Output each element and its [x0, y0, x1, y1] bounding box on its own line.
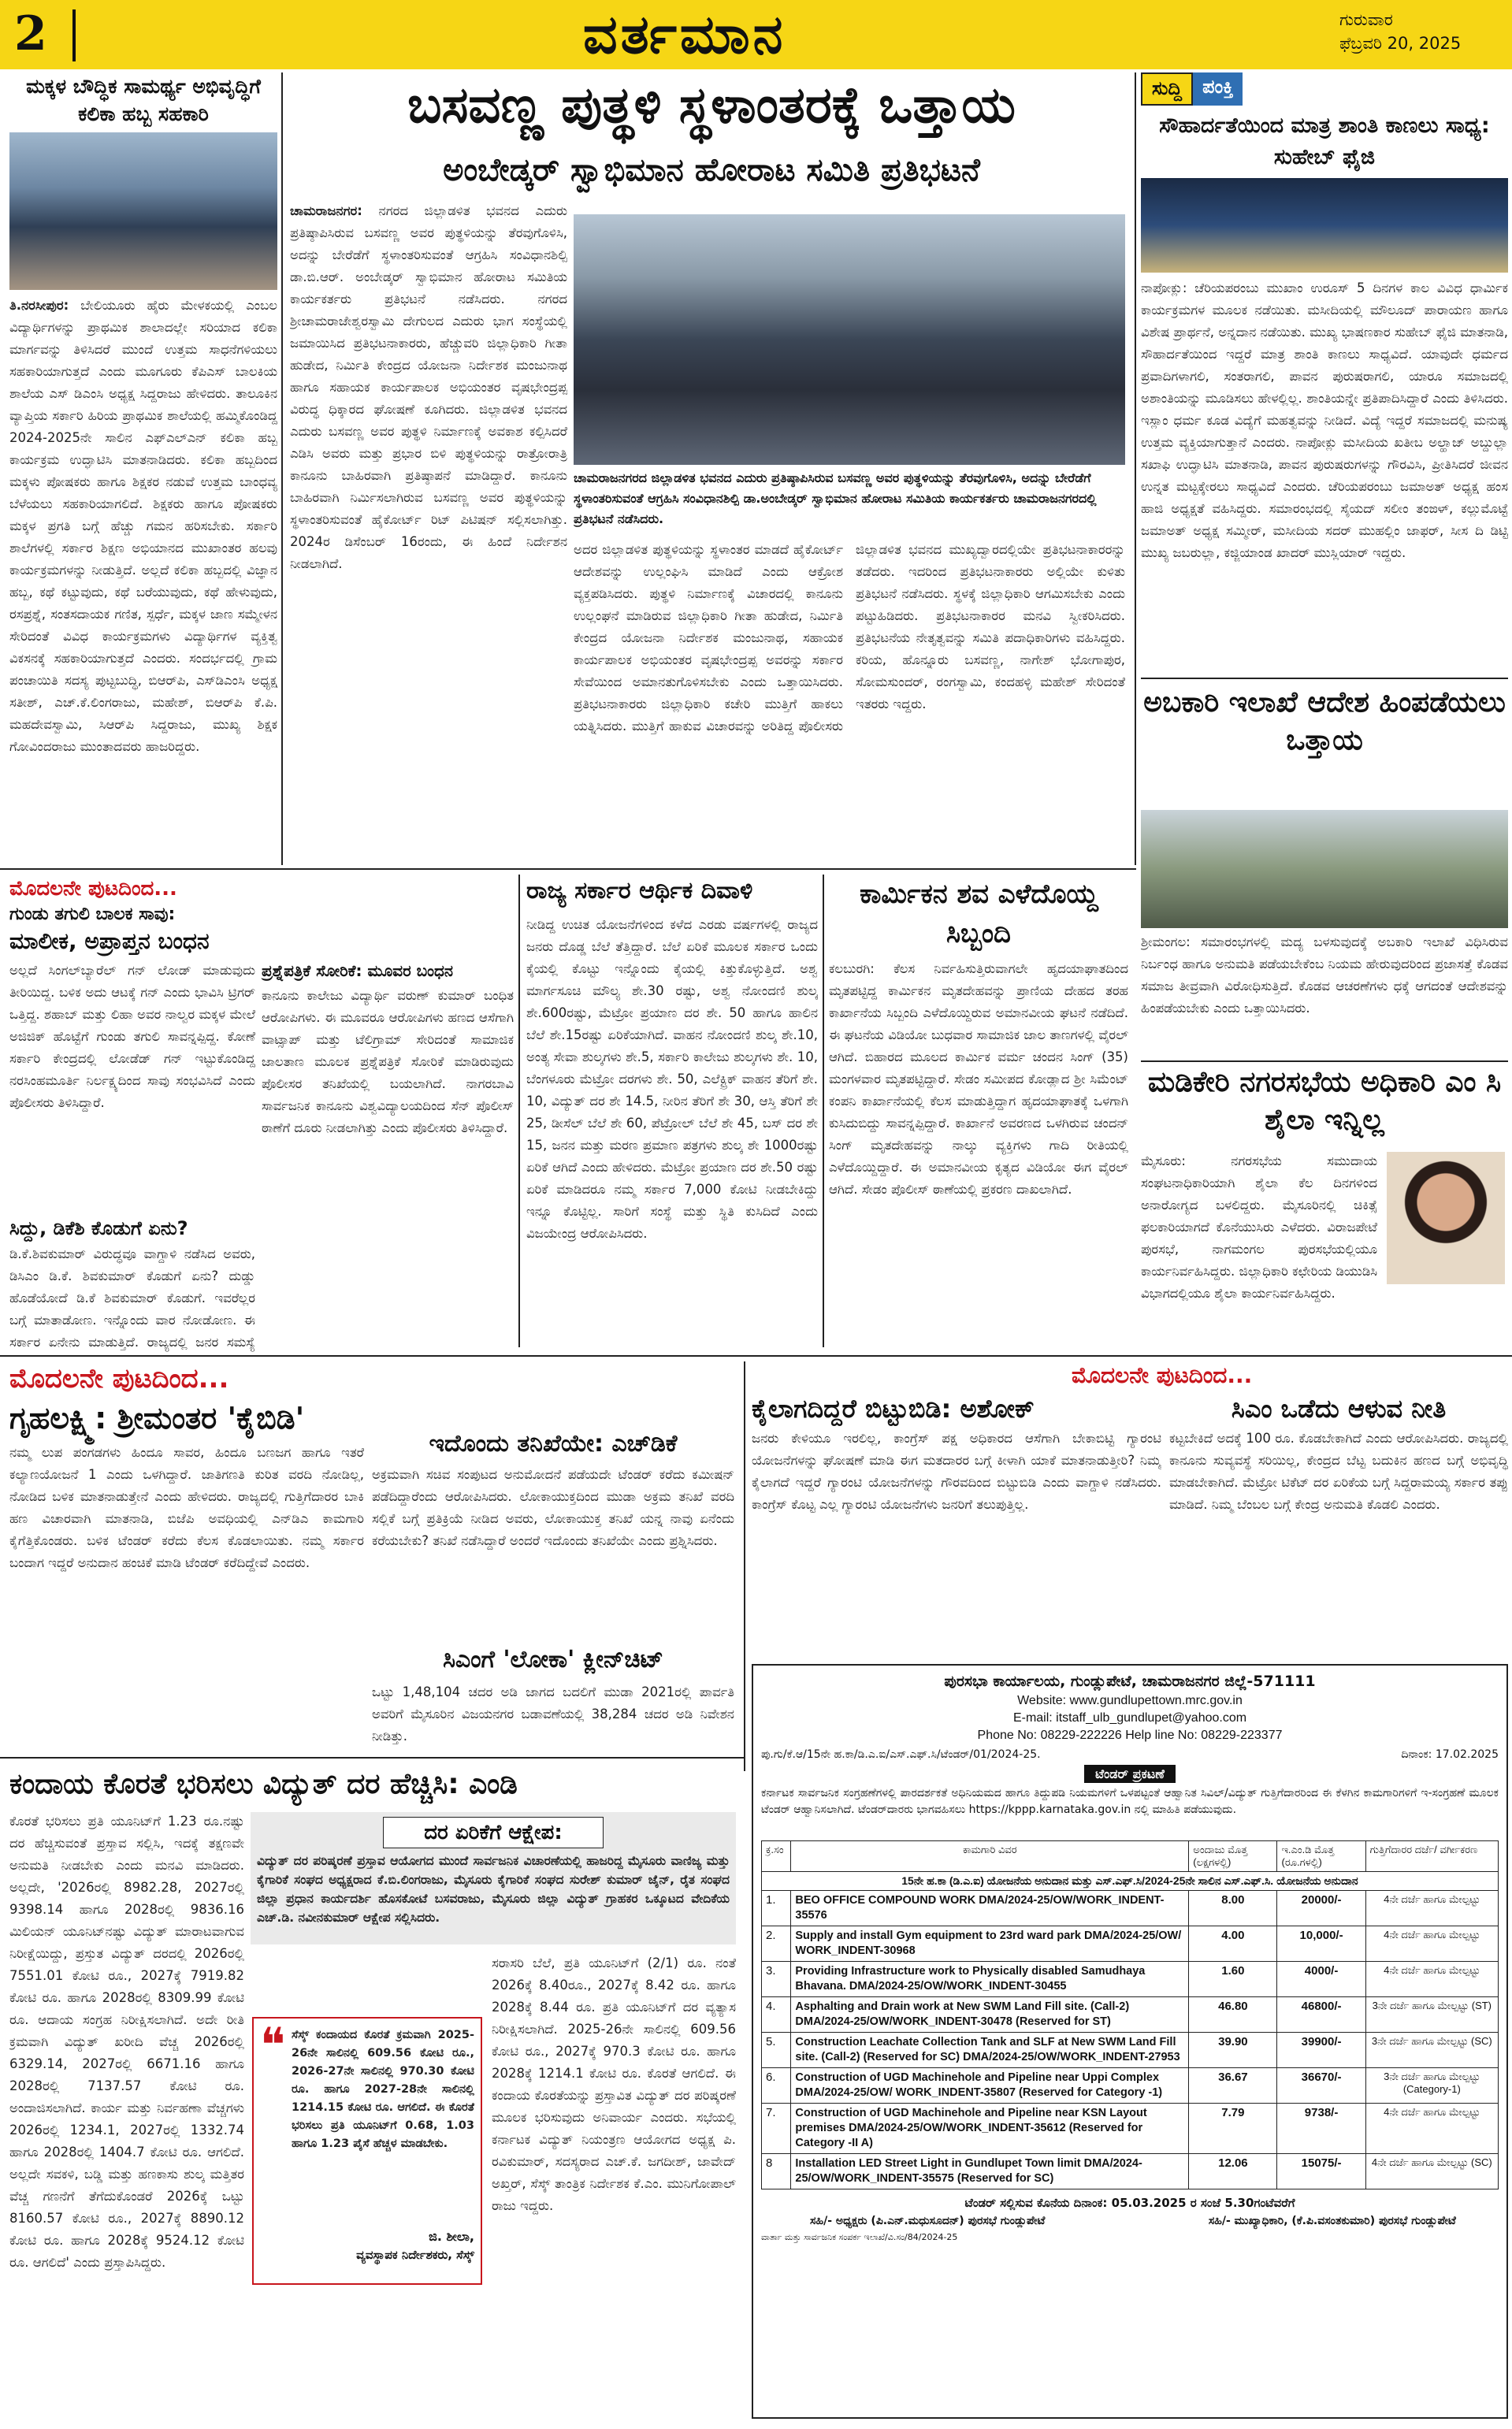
tender-cell-work: Providing Infrastructure work to Physically disabled Samudhaya Bhavana. DMA/2024-25/OW/WORK_INDENT-30455: [791, 1962, 1189, 1997]
tender-notice: [752, 1664, 1508, 2419]
tender-title-wrap: [761, 1766, 1499, 1782]
left-story-body: [9, 295, 277, 760]
left-story-headline: ಮಕ್ಕಳ ಬೌದ್ಧಿಕ ಸಾಮರ್ಥ್ಯ ಅಭಿವೃದ್ಧಿಗೆ ಕಲಿಕಾ ಹಬ್ಬ ಸಹಕಾರಿ: [26, 75, 261, 125]
continued-block-1: [9, 875, 514, 956]
continued-story2-headline: ಸಿದ್ದು, ಡಿಕೆಶಿ ಕೊಡುಗೆ ಏನು?: [9, 1217, 188, 1239]
tender-cell-work: Installation LED Street Light in Gundlupet Town limit DMA/2024-25/OW/WORK_INDENT-35575 (Reserved for SC): [791, 2154, 1189, 2189]
continued-story1-sub: ಮಾಲೀಕ, ಅಪ್ರಾಪ್ತನ ಬಂಧನ: [9, 928, 210, 954]
right-column-label: [1141, 72, 1508, 106]
objection-body: ವಿದ್ಯುತ್ ದರ ಪರಿಷ್ಕರಣೆ ಪ್ರಸ್ತಾವ ಆಯೋಗದ ಮುಂದೆ ಸಾರ್ವಜನಿಕ ವಿಚಾರಣೆಯಲ್ಲಿ ಹಾಜರಿದ್ದ ಮೈಸೂರು ವಾಣಿಜ್ಯ ಮತ್ತು ಕೈಗಾರಿಕೆ ಸಂಘದ ಅಧ್ಯಕ್ಷರಾದ ಕೆ.ಬಿ.ಲಿಂಗರಾಜು, ಮೈಸೂರು ಕೈಗಾರಿಕೆ ಸಂಘದ ಸುರೇಶ್ ಕುಮಾರ್ ಜೈನ್, ರೈತ ಸಂಘದ ಜಿಲ್ಲಾ ಪ್ರಧಾನ ಕಾರ್ಯದರ್ಶಿ ಹೊಸಕೋಟೆ ಬಸವರಾಜು, ಮೈಸೂರು ಜಿಲ್ಲಾ ವಿದ್ಯುತ್ ಗ್ರಾಹಕರ ಒಕ್ಕೂಟದ ವೇದಿಕೆಯ ಎಚ್.ಡಿ. ನವೀನಕುಮಾರ್ ಆಕ್ಷೇಪ ಸಲ್ಲಿಸಿದರು.: [257, 1854, 730, 1925]
worker-headline: ಕಾರ್ಮಿಕನ ಶವ ಎಳೆದೊಯ್ದ ಸಿಬ್ಬಂದಿ: [860, 878, 1098, 949]
tender-cell-amount: 36.67: [1189, 2068, 1277, 2104]
page-number-divider: [72, 9, 76, 61]
tender-title: ಟೆಂಡರ್ ಪ್ರಕಟಣೆ: [1084, 1765, 1176, 1783]
lead-col-1: [290, 200, 567, 862]
right-story3-body-a: [1141, 1150, 1377, 1349]
lead-col-1-text: ನಗರದ ಜಿಲ್ಲಾಡಳಿತ ಭವನದ ಎದುರು ಪ್ರತಿಷ್ಠಾಪಿಸಿರುವ ಬಸವಣ್ಣ ಅವರ ಪುತ್ಥಳಿಯನ್ನು ತೆರವುಗೊಳಿಸಿ, ಅದನ್ನು ಬೇರೆಡೆಗೆ ಸ್ಥಳಾಂತರಿಸುವಂತೆ ಆಗ್ರಹಿಸಿ ಸಂವಿಧಾನಶಿಲ್ಪಿ ಡಾ.ಬಿ.ಆರ್. ಅಂಬೇಡ್ಕರ್ ಸ್ವಾಭಿಮಾನ ಹೋರಾಟ ಸಮಿತಿಯ ಕಾರ್ಯಕರ್ತರು ಪ್ರತಿಭಟನೆ ನಡೆಸಿದರು. ನಗರದ ಶ್ರೀಚಾಮರಾಜೇಶ್ವರಸ್ವಾಮಿ ದೇಗುಲದ ಎದುರು ಭಾಗ ಸಂಸ್ಥೆಯಲ್ಲಿ ಜಮಾಯಿಸಿದ ಪ್ರತಿಭಟನಾಕಾರರು, ಹೆಚ್ಚುವರಿ ಜಿಲ್ಲಾಧಿಕಾರಿ ಗೀತಾ ಹುಡೇದ, ನಿರ್ಮಿತಿ ಕೇಂದ್ರದ ಯೋಜನಾ ನಿರ್ದೇಶಕ ಮಂಜುನಾಥ ಹಾಗೂ ಸಹಾಯಕ ಕಾರ್ಯಪಾಲಕ ಅಭಿಯಂತರ ವೃಷಭೇಂದ್ರಪ್ಪ ವಿರುದ್ಧ ಧಿಕ್ಕಾರದ ಘೋಷಣೆ ಕೂಗಿದರು. ಜಿಲ್ಲಾಡಳಿತ ಭವನದ ಎದುರು ಬಸವಣ್ಣ ಅವರ ಪುತ್ಥಳಿ ನಿರ್ಮಾಣಕ್ಕೆ ಅವಕಾಶ ಕಲ್ಪಿಸಿದರೆ ಎಡಿಸಿ ಅವರು ಮತ್ತು ಪ್ರಭಾರ ಬಿಳಿ ಪುತ್ಥಳಿಯನ್ನು ರಾತ್ರೋರಾತ್ರಿ ಕಾನೂನು ಬಾಹಿರವಾಗಿ ಪ್ರತಿಷ್ಠಾಪನೆ ಮಾಡಿದ್ದಾರೆ. ಕಾನೂನು ಬಾಹಿರವಾಗಿ ನಿರ್ಮಿಸಲಾಗಿರುವ ಬಸವಣ್ಣ ಅವರ ಪುತ್ಥಳಿಯನ್ನು ಸ್ಥಳಾಂತರಿಸುವಂತೆ ಹೈಕೋರ್ಟ್ ರಿಟ್ ಪಿಟಿಷನ್ ಸಲ್ಲಿಸಲಾಗಿತ್ತು. 2024ರ ಡಿಸೆಂಬರ್ 16ರಂದು, ಈ ಹಿಂದೆ ನಿರ್ದೇಶನ ನೀಡಲಾಗಿದೆ.: [290, 203, 567, 571]
continued-story2-body: ಡಿ.ಕೆ.ಶಿವಕುಮಾರ್ ವಿರುದ್ಧವೂ ವಾಗ್ದಾಳಿ ನಡೆಸಿದ ಅವರು, ಡಿಸಿಎಂ ಡಿ.ಕೆ. ಶಿವಕುಮಾರ್ ಕೊಡುಗೆ ಏನು? ದುಡ್ಡು ಹೊಡೆಯೋದೆ ಡಿ.ಕೆ ಶಿವಕುಮಾರ್ ಕೊಡುಗೆ. ಇವರೆಲ್ಲರ ಬಗ್ಗೆ ಮಾತಾಡೋಣ. ಇನ್ನೊಂದು ವಾರ ನೋಡೋಣ. ಈ ಸರ್ಕಾರ ಏನೇನು ಮಾಡುತ್ತಿದೆ. ರಾಜ್ಯದಲ್ಲಿ ಜನರ ಸಮಸ್ಯೆ: [9, 1246, 255, 1350]
right-story2-body: ಶ್ರೀಮಂಗಲ: ಸಮಾರಂಭಗಳಲ್ಲಿ ಮದ್ಯ ಬಳಸುವುದಕ್ಕೆ ಅಬಕಾರಿ ಇಲಾಖೆ ವಿಧಿಸಿರುವ ನಿರ್ಬಂಧ ಹಾಗೂ ಅನುಮತಿ ಪಡೆಯಬೇಕೆಂಬ ನಿಯಮ ಹೇರುವುದರಿಂದ ಪ್ರಜಾಸತ್ತೆ ಕೊಡವ ಸಮಾಜ ತೀವ್ರವಾಗಿ ವಿರೋಧಿಸುತ್ತಿದೆ. ಕೊಡವ ಆಚರಣೆಗಳು ಧಕ್ಕೆ ಆಗದಂತೆ ಆದೇಶವನ್ನು ಹಿಂಪಡೆಯಬೇಕು ಎಂದು ಒತ್ತಾಯಿಸಿದರು.: [1141, 934, 1508, 1016]
column-divider: [823, 875, 824, 1347]
tender-cell-emd: 9738/-: [1277, 2104, 1365, 2154]
divider: [1141, 1060, 1508, 1062]
masthead-date-text: ಫೆಬ್ರವರಿ 20, 2025: [1339, 34, 1462, 53]
tender-row: [762, 1997, 1499, 2033]
tender-cell-no: 6.: [762, 2068, 791, 2104]
tender-row: [762, 1926, 1499, 1962]
tender-row: [762, 2154, 1499, 2189]
quote-role: ವ್ಯವಸ್ಥಾಪಕ ನಿರ್ದೇಶಕರು, ಸೆಸ್ಕ್: [356, 2248, 474, 2262]
tender-cell-class: 3ನೇ ದರ್ಜೆ ಹಾಗೂ ಮೇಲ್ಪಟ್ಟು (Category-1): [1365, 2068, 1498, 2104]
tender-signatures: [761, 2215, 1499, 2227]
divider: [0, 1757, 744, 1759]
divide-rule-headline: ಸಿಎಂ ಒಡೆದು ಆಳುವ ನೀತಿ: [1231, 1394, 1447, 1424]
tender-cell-no: 3.: [762, 1962, 791, 1997]
grihalakshmi-headline: ಗೃಹಲಕ್ಷ್ಮಿ: ಶ್ರೀಮಂತರ 'ಕೈಬಿಡಿ': [9, 1401, 305, 1435]
continued-label: ಮೊದಲನೇ ಪುಟದಿಂದ...: [9, 877, 177, 901]
right-story1-body: ನಾಪೋಕ್ಲು: ಚೆರಿಯಪರಂಬು ಮುಖಾಂ ಉರೂಸ್ 5 ದಿನಗಳ ಕಾಲ ವಿವಿಧ ಧಾರ್ಮಿಕ ಕಾರ್ಯಕ್ರಮಗಳ ಮೂಲಕ ನಡೆಯಿತು. ಮಸೀದಿಯಲ್ಲಿ ಮೌಲೂದ್ ಪಾರಾಯಣ ಹಾಗೂ ವಿಶೇಷ ಪ್ರಾರ್ಥನೆ, ಅನ್ನದಾನ ನಡೆಯಿತು. ಮುಖ್ಯ ಭಾಷಣಕಾರ ಸುಹೇಬ್ ಫೈಜಿ ಮಾತನಾಡಿ, ಸೌಹಾರ್ದತೆಯಿಂದ ಇದ್ದರೆ ಮಾತ್ರ ಶಾಂತಿ ಕಾಣಲು ಸಾಧ್ಯವಿದೆ. ಯಾವುದೇ ಧರ್ಮದ ಪ್ರವಾದಿಗಳಾಗಲಿ, ಸಂತರಾಗಲಿ, ಪಾವನ ಪುರುಷರಾಗಲಿ, ಯಾರೂ ಸಮಾಜದಲ್ಲಿ ಅಶಾಂತಿಯನ್ನು ಮೂಡಿಸಲು ಹೇಳಲ್ಲಿಲ್ಲ. ಶಾಂತಿಯನ್ನೇ ಪ್ರತಿಪಾದಿಸಿದ್ದಾರೆ ಎಂದು ತಿಳಿಸಿದರು. ಇಸ್ಲಾಂ ಧರ್ಮ ಕೂಡ ವಿದ್ಯೆಗೆ ಮಹತ್ವವನ್ನು ನೀಡಿದೆ. ವಿದ್ಯೆ ಇದ್ದರೆ ಸಮಾಜದಲ್ಲಿ ಮನುಷ್ಯ ಉತ್ತಮ ವ್ಯಕ್ತಿಯಾಗುತ್ತಾನೆ ಎಂದರು. ನಾಪೋಕ್ಲು ಮಸೀದಿಯ ಖತೀಬ ಅಲ್ಹಾಜ್ ಅಬ್ದುಲ್ಲಾ ಸಖಾಫಿ ಉದ್ಘಾಟಿಸಿ ಮಾತನಾಡಿ, ಪಾವನ ಪುರುಷರುಗಳನ್ನು ಗೌರವಿಸಿ, ಪ್ರೀತಿಸಿದರೆ ಜೀವನ ಉನ್ನತ ಮಟ್ಟಕ್ಕೇರಲು ಸಾಧ್ಯವಿದೆ ಎಂದರು. ಚೆರಿಯಪರಂಬು ಜಮಾಅತ್ ಅಧ್ಯಕ್ಷ ಹಂಸ ಹಾಜಿ ಅಧ್ಯಕ್ಷತೆ ವಹಿಸಿದ್ದರು. ಸಮಾರಂಭದಲ್ಲಿ ಸೈಯದ್ ಸಲೀಂ ತಂಙಳ್, ಕಲ್ಲುಮೊಟ್ಟೆ ಜಮಾಅತ್ ಅಧ್ಯಕ್ಷ ಸಮ್ಮೀರ್, ಮಸೀದಿಯ ಸದರ್ ಮುಹಲ್ಲಿಂ ಜಾಫರ್, ಸೀಸ ದಿ ಡಿಟ್ಟಿ ಮುಖ್ಯ ಜಬರುಲ್ಲಾ, ಕಜ್ಜಿಯಾಂಡ ಖಾದರ್ ಮುಸ್ಲಿಯಾರ್ ಇದ್ದರು.: [1141, 280, 1508, 560]
tender-phone: Phone No: 08229-222226 Help line No: 08229-223377: [977, 1729, 1283, 1742]
lead-photo: [574, 214, 1125, 465]
tender-cell-emd: 15075/-: [1277, 2154, 1365, 2189]
continued-story3-headline: ಪ್ರಶ್ನೆಪತ್ರಿಕೆ ಸೋರಿಕೆ: ಮೂವರ ಬಂಧನ: [262, 961, 454, 980]
left-story-text: ಬೇಲಿಯೂರು ಹೈರು ಮೇಳಕಯಲ್ಲಿ ಎಂಬಲ ವಿದ್ಯಾರ್ಥಿಗಳನ್ನು ಪ್ರಾಥಮಿಕ ಶಾಲಾದಲ್ಲೇ ಸರಿಯಾದ ಕಲಿಕಾ ಮಾರ್ಗವನ್ನು ತಿಳಿಸಿದರೆ ಮುಂದೆ ಉತ್ತಮ ಸಾಧನೆಗಳಿಯಲು ಸಹಕಾರಿಯಾಗುತ್ತದೆ ಎಂದು ಮೂಗೂರು ಕೆಪಿಎಸ್ ಬಾಲಕಿಯ ಶಾಲೆಯ ಎಸ್ ಡಿಎಂಸಿ ಅಧ್ಯಕ್ಷ ಸಿದ್ದರಾಜು ಹೇಳಿದರು. ತಾಲೂಕಿನ ವ್ಯಾಪ್ತಿಯ ಸರ್ಕಾರಿ ಹಿರಿಯ ಪ್ರಾಥಮಿಕ ಶಾಲೆಯಲ್ಲಿ ಹಮ್ಮಿಕೊಂಡಿದ್ದ 2024-2025ನೇ ಸಾಲಿನ ಎಫ್ಎಲ್ಎನ್ ಕಲಿಕಾ ಹಬ್ಬ ಕಾರ್ಯಕ್ರಮ ಉದ್ಘಾಟಿಸಿ ಮಾತನಾಡಿದರು. ಕಲಿಕಾ ಹಬ್ಬದಿಂದ ಮಕ್ಕಳು ಪೋಷಕರು ಹಾಗೂ ಶಿಕ್ಷಕರ ನಡುವೆ ಉತ್ತಮ ಬಾಂಧವ್ಯ ಬೆಳೆಯಲು ಸಹಕಾರಿಯಾಗಲಿದೆ. ಶಿಕ್ಷಕರು ಹಾಗೂ ಪೋಷಕರು ಮಕ್ಕಳ ಪ್ರಗತಿ ಬಗ್ಗೆ ಹೆಚ್ಚು ಗಮನ ಹರಿಸಬೇಕು. ಸರ್ಕಾರಿ ಶಾಲೆಗಳಲ್ಲಿ ಸರ್ಕಾರ ಶಿಕ್ಷಣ ಅಭಿಯಾನದ ಮುಖಾಂತರ ಹಲವು ಕಾರ್ಯಕ್ರಮಗಳನ್ನು ನೀಡುತ್ತಿದೆ. ಅಲ್ಲದೆ ಕಲಿಕಾ ಹಬ್ಬದಲ್ಲಿ ವಿಜ್ಞಾನ ಹಬ್ಬ, ಕಥೆ ಕಟ್ಟುವುದು, ಕಥೆ ಬರೆಯುವುದು, ಕಥೆ ಹೇಳುವುದು, ರಸಪ್ರಶ್ನೆ, ಸಂತಸದಾಯಕ ಗಣಿತ, ಸ್ಪರ್ಧೆ, ಮಕ್ಕಳ ಜಾಣ ಸಮ್ಮೇಳನ ಸೇರಿದಂತೆ ವಿವಿಧ ಕಾರ್ಯಕ್ರಮಗಳು ವಿದ್ಯಾರ್ಥಿಗಳ ವ್ಯಕ್ತಿತ್ವ ವಿಕಸನಕ್ಕೆ ಸಹಕಾರಿಯಾಗುತ್ತದೆ ಎಂದರು. ಸಂದರ್ಭದಲ್ಲಿ ಗ್ರಾಮ ಪಂಚಾಯಿತಿ ಸದಸ್ಯ ಪುಟ್ಟಬುದ್ಧಿ, ಬಿಆರ್‌ಪಿ, ಎಸ್‌ಡಿಎಂಸಿ ಅಧ್ಯಕ್ಷ ಸತೀಶ್, ಎಚ್.ಕೆ.ಲಿಂಗರಾಜು, ಮಹೇಶ್, ಬಿಆರ್‌ಪಿ ಕೆ.ಪಿ. ಮಹದೇವಸ್ವಾಮಿ, ಸಿಆರ್‌ಪಿ ಸಿದ್ದರಾಜು, ಮುಖ್ಯ ಶಿಕ್ಷಕ ಗೋವಿಂದರಾಜು ಮುಂತಾದವರು ಹಾಜರಿದ್ದರು.: [9, 298, 277, 754]
tender-cell-amount: 12.06: [1189, 2154, 1277, 2189]
tender-sign-right: ಸಹಿ/- ಮುಖ್ಯಾಧಿಕಾರಿ, (ಕೆ.ಪಿ.ವಸಂತಕುಮಾರಿ) ಪುರಸಭೆ ಗುಂಡ್ಲುಪೇಟೆ: [1208, 2215, 1456, 2227]
tender-cell-amount: 1.60: [1189, 1962, 1277, 1997]
tender-office: ಪುರಸಭಾ ಕಾರ್ಯಾಲಯ, ಗುಂಡ್ಲುಪೇಟೆ, ಚಾಮರಾಜನಗರ ಜಿಲ್ಲೆ-571111: [944, 1673, 1316, 1690]
continued-label-3: ಮೊದಲನೇ ಪುಟದಿಂದ...: [1072, 1362, 1253, 1388]
tender-cell-no: 1.: [762, 1891, 791, 1926]
hdk-headline: ಇದೊಂದು ತನಿಖೆಯೇ: ಎಚ್‌ಡಿಕೆ: [429, 1430, 678, 1458]
tender-cell-work: BEO OFFICE COMPOUND WORK DMA/2024-25/OW/WORK_INDENT-35576: [791, 1891, 1189, 1926]
lead-dateline: ಚಾಮರಾಜನಗರ:: [290, 203, 362, 218]
tender-cell-amount: 4.00: [1189, 1926, 1277, 1962]
tender-col-header: ಕಾಮಗಾರಿ ವಿವರ: [791, 1841, 1189, 1872]
paper-name: ವರ್ತಮಾನ: [583, 3, 786, 66]
tender-cell-work: Construction of UGD Machinehole and Pipeline near KSN Layout premises DMA/2024-25/OW/WORK_INDENT-35612 (Reserved for Category -II A): [791, 2104, 1189, 2154]
tender-cell-work: Construction Leachate Collection Tank and SLF at New SWM Land Fill site. (Call-2) (Reserved for SC) DMA/2024-25/OW/WORK_INDENT-27953: [791, 2033, 1189, 2068]
tender-sign-left: ಸಹಿ/- ಅಧ್ಯಕ್ಷರು (ಪಿ.ಎನ್.ಮಧುಸೂದನ್) ಪುರಸಭೆ ಗುಂಡ್ಲುಪೇಟೆ: [810, 2215, 1046, 2227]
tender-cell-emd: 36670/-: [1277, 2068, 1365, 2104]
column-divider: [744, 1361, 745, 1771]
tender-cell-class: 3ನೇ ದರ್ಜೆ ಹಾಗೂ ಮೇಲ್ಪಟ್ಟು (SC): [1365, 2033, 1498, 2068]
objection-box: [251, 1812, 736, 1944]
tender-table: [761, 1840, 1499, 2189]
tender-cell-class: 4ನೇ ದರ್ಜೆ ಹಾಗೂ ಮೇಲ್ಪಟ್ಟು (SC): [1365, 2154, 1498, 2189]
tender-cell-class: 4ನೇ ದರ್ಜೆ ಹಾಗೂ ಮೇಲ್ಪಟ್ಟು: [1365, 2104, 1498, 2154]
quote-mark-icon: ❝: [260, 2018, 286, 2073]
right-column: [1141, 72, 1508, 671]
lead-photo-caption: ಚಾಮರಾಜನಗರದ ಜಿಲ್ಲಾಡಳಿತ ಭವನದ ಎದುರು ಪ್ರತಿಷ್ಠಾಪಿಸಿರುವ ಬಸವಣ್ಣ ಅವರ ಪುತ್ಥಳಿಯನ್ನು ತೆರವುಗೊಳಿಸಿ, ಅದನ್ನು ಬೇರೆಡೆಗೆ ಸ್ಥಳಾಂತರಿಸುವಂತೆ ಆಗ್ರಹಿಸಿ ಸಂವಿಧಾನಶಿಲ್ಪಿ ಡಾ.ಅಂಬೇಡ್ಕರ್ ಸ್ವಾಭಿಮಾನ ಹೋರಾಟ ಸಮಿತಿಯ ಕಾರ್ಯಕರ್ತರು ಚಾಮರಾಜನಗರದಲ್ಲಿ ಪ್ರತಿಭಟನೆ ನಡೆಸಿದರು.: [574, 470, 1097, 526]
tender-intro: ಕರ್ನಾಟಕ ಸಾರ್ವಜನಿಕ ಸಂಗ್ರಹಣೆಗಳಲ್ಲಿ ಪಾರದರ್ಶಕತೆ ಅಧಿನಿಯಮದ ಹಾಗೂ ತಿದ್ದುಪಡಿ ನಿಯಮಗಳಿಗೆ ಒಳಪಟ್ಟಂತೆ ಆಹ್ವಾನಿತ ಸಿವಿಲ್/ವಿದ್ಯುತ್ ಗುತ್ತಿಗೆದಾರರಿಂದ ಈ ಕೆಳಗಿನ ಕಾಮಗಾರಿಗಳಿಗೆ ಇ-ಸಂಗ್ರಹಣೆ ಮೂಲಕ ಟೆಂಡರ್ ಆಹ್ವಾನಿಸಲಾಗಿದೆ. ಟೆಂಡರ್‌ದಾರರು ಭಾಗವಹಿಸಲು https://kppp.karnataka.gov.in ನಲ್ಲಿ ಮಾಹಿತಿ ಪಡೆಯುವುದು.: [761, 1787, 1499, 1816]
tender-group-label: 15ನೇ ಹ.ಕಾ (ಡಿ.ಎ.ಐ) ಯೋಜನೆಯ ಅನುದಾನ ಮತ್ತು ಎಸ್.ಎಫ್.ಸಿ/2024-25ನೇ ಸಾಲಿನ ಎಸ್.ಎಫ್.ಸಿ. ಯೋಜನೆಯ ಅನುದಾನ: [762, 1872, 1499, 1891]
tender-cell-emd: 20000/-: [1277, 1891, 1365, 1926]
ashok-headline: ಕೈಲಾಗದಿದ್ದರೆ ಬಿಟ್ಟುಬಿಡಿ: ಅಶೋಕ್: [752, 1394, 1035, 1424]
electricity-headline: ಕಂದಾಯ ಕೊರತೆ ಭರಿಸಲು ವಿದ್ಯುತ್ ದರ ಹೆಚ್ಚಿಸಿ: ಎಂಡಿ: [9, 1768, 518, 1800]
tender-cell-amount: 39.90: [1189, 2033, 1277, 2068]
lead-subheadline: ಅಂಬೇಡ್ಕರ್ ಸ್ವಾಭಿಮಾನ ಹೋರಾಟ ಸಮಿತಿ ಪ್ರತಿಭಟನೆ: [443, 152, 980, 188]
tender-row: [762, 2104, 1499, 2154]
right-story2-headline: ಅಬಕಾರಿ ಇಲಾಖೆ ಆದೇಶ ಹಿಂಪಡೆಯಲು ಒತ್ತಾಯ: [1143, 686, 1506, 756]
tender-cell-work: Construction of UGD Machinehole and Pipeline near Uppi Complex DMA/2024-25/OW/ WORK_INDENT-35807 (Reserved for Category -1): [791, 2068, 1189, 2104]
tender-cell-class: 3ನೇ ದರ್ಜೆ ಹಾಗೂ ಮೇಲ್ಪಟ್ಟು (ST): [1365, 1997, 1498, 2033]
right-story1-photo: [1141, 178, 1508, 273]
label-line: ಪಂಕ್ತಿ: [1193, 72, 1243, 106]
electricity-col2-top: [251, 1952, 484, 2012]
divide-rule-body: ಕಟ್ಟಬೇಕಿದೆ ಅದಕ್ಕೆ 100 ರೂ. ಕೊಡಬೇಕಾಗಿದೆ ಎಂದು ಆರೋಪಿಸಿದರು. ರಾಜ್ಯದಲ್ಲಿ ಕಾನೂನು ಸುವ್ಯವಸ್ಥೆ ಸರಿಯಿಲ್ಲ, ಕೇಂದ್ರದ ಬೆಟ್ಟ ಬದುಕಿನ ಹಣದ ಬಗ್ಗೆ ಅಭಿವೃದ್ಧಿ ಮಾಡಬೇಕಾಗಿದೆ. ಮೆಟ್ರೋ ಟಿಕೆಟ್ ದರ ಏರಿಕೆಯ ಬಗ್ಗೆ ಸಿದ್ದರಾಮಯ್ಯ ಸರ್ಕಾರ ತಪ್ಪು ಮಾಡಿದೆ. ನಿಮ್ಮ ಬೆಂಬಲ ಬಗ್ಗೆ ಕೇಂದ್ರ ಅನುಮತಿ ಕೊಡಲಿ ಎಂದರು.: [1169, 1431, 1508, 1512]
objection-title: ದರ ಏರಿಕೆಗೆ ಆಕ್ಷೇಪ:: [383, 1817, 604, 1848]
tender-row: [762, 1962, 1499, 1997]
hdk-body: ಅಕ್ರಮವಾಗಿ ಸಚಿವ ಸಂಪುಟದ ಅನುಮೋದನೆ ಪಡೆಯದೇ ಟೆಂಡರ್ ಕರೆದು ಕಮೀಷನ್ ಪಡೆದಿದ್ದಾರೆಂದು ಆರೋಪಿಸಿದರು. ಲೋಕಾಯುಕ್ತದಿಂದ ಮುಡಾ ಅಕ್ರಮ ತನಿಖೆ ವರದಿ ಸಲ್ಲಿಕೆ ಬಗ್ಗೆ ಪ್ರತಿಕ್ರಿಯೆ ನೀಡಿದ ಅವರು, ಲೋಕಾಯುಕ್ತ ತನಿಖೆ ಯನ್ನ ನಾವು ಏನೆಂದು ಕರೆಯಬೇಕು? ತನಿಖೆ ನಡೆಸಿದ್ದಾರೆ ಅಂದರೆ ಇದೊಂದು ತನಿಖೆಯೇ ಎಂದು ಪ್ರಶ್ನಿಸಿದರು.: [372, 1467, 734, 1548]
diwali-headline: ರಾಜ್ಯ ಸರ್ಕಾರ ಆರ್ಥಿಕ ದಿವಾಳಿ: [526, 877, 753, 904]
electricity-col3: ಸರಾಸರಿ ಬೆಲೆ, ಪ್ರತಿ ಯೂನಿಟ್‌ಗೆ (2/1) ರೂ. ನಂತೆ 2026ಕ್ಕೆ 8.40ರೂ., 2027ಕ್ಕೆ 8.42 ರೂ. ಹಾಗೂ 2028ಕ್ಕೆ 8.44 ರೂ. ಪ್ರತಿ ಯೂನಿಟ್‌ಗೆ ದರ ವ್ಯತ್ಯಾಸ ನಿರೀಕ್ಷಿಸಲಾಗಿದೆ. 2025-26ನೇ ಸಾಲಿನಲ್ಲಿ 609.56 ಕೋಟಿ ರೂ., 2027ಕ್ಕೆ 970.3 ಕೋಟಿ ರೂ. ಹಾಗೂ 2028ಕ್ಕೆ 1214.1 ಕೋಟಿ ರೂ. ಕೊರತೆ ಆಗಲಿದೆ. ಈ ಕಂದಾಯ ಕೊರತೆಯನ್ನು ಪ್ರಸ್ತಾವಿತ ವಿದ್ಯುತ್ ದರ ಪರಿಷ್ಕರಣೆ ಮೂಲಕ ಭರಿಸುವುದು ಅನಿವಾರ್ಯ ಎಂದರು. ಸಭೆಯಲ್ಲಿ ಕರ್ನಾಟಕ ವಿದ್ಯುತ್ ನಿಯಂತ್ರಣ ಆಯೋಗದ ಅಧ್ಯಕ್ಷ ಪಿ. ರವಿಕುಮಾರ್, ಸದಸ್ಯರಾದ ಎಚ್.ಕೆ. ಜಗದೀಶ್, ಜಾವೇದ್ ಅಖ್ತರ್, ಸೆಸ್ಕ್ ತಾಂತ್ರಿಕ ನಿರ್ದೇಶಕ ಕೆ.ಎಂ. ಮುನಿಗೋಪಾಲ್ ರಾಜು ಇದ್ದರು.: [492, 1955, 736, 2213]
worker-body: ಕಲಬುರಗಿ: ಕೆಲಸ ನಿರ್ವಹಿಸುತ್ತಿರುವಾಗಲೇ ಹೃದಯಾಘಾತದಿಂದ ಮೃತಪಟ್ಟಿದ್ದ ಕಾರ್ಮಿಕನ ಮೃತದೇಹವನ್ನು ಪ್ರಾಣಿಯ ದೇಹದ ತರಹ ಕಾರ್ಖಾನೆಯ ಸಿಬ್ಬಂದಿ ಎಳೆದೊಯ್ದಿರುವ ಅಮಾನವೀಯ ಘಟನೆ ನಡೆದಿದೆ. ಈ ಘಟನೆಯ ವಿಡಿಯೋ ಬುಧವಾರ ಸಾಮಾಜಿಕ ಜಾಲ ತಾಣಗಳಲ್ಲಿ ವೈರಲ್ ಆಗಿದೆ. ಬಿಹಾರದ ಮೂಲದ ಕಾರ್ಮಿಕ ವರ್ಮ ಚಂದನ ಸಿಂಗ್ (35) ಮಂಗಳವಾರ ಮೃತಪಟ್ಟಿದ್ದಾರೆ. ಸೇಡಂ ಸಮೀಪದ ಕೋಡ್ಲಾದ ಶ್ರೀ ಸಿಮೆಂಟ್ ಕಂಪನಿ ಕಾರ್ಖಾನೆಯಲ್ಲಿ ಕೆಲಸ ಮಾಡುತ್ತಿದ್ದಾಗ ಹೃದಯಾಘಾತಕ್ಕೆ ಒಳಗಾಗಿ ಕುಸಿದುಬಿದ್ದು ಸಾವನ್ನಪ್ಪಿದ್ದಾರೆ. ಕಾರ್ಖಾನೆ ಅವರಣದ ಒಳಗಿರುವ ಚಂದನ್ ಸಿಂಗ್ ಮೃತದೇಹವನ್ನು ನಾಲ್ಕು ವ್ಯಕ್ತಿಗಳು ಗಾದಿ ರೀತಿಯಲ್ಲಿ ಎಳೆದೊಯ್ದಿದ್ದಾರೆ. ಈ ಅಮಾನವೀಯ ಕೃತ್ಯದ ವಿಡಿಯೋ ಈಗ ವೈರಲ್ ಆಗಿದೆ. ಸೇಡಂ ಪೊಲೀಸ್ ಠಾಣೆಯಲ್ಲಿ ಪ್ರಕರಣ ದಾಖಲಾಗಿದೆ.: [829, 961, 1128, 1197]
tender-cell-class: 4ನೇ ದರ್ಜೆ ಹಾಗೂ ಮೇಲ್ಪಟ್ಟು: [1365, 1926, 1498, 1962]
continued-story3-body: ಕಾನೂನು ಕಾಲೇಜು ವಿದ್ಯಾರ್ಥಿ ವರುಣ್ ಕುಮಾರ್ ಬಂಧಿತ ಆರೋಪಿಗಳು. ಈ ಮೂವರೂ ಆರೋಪಿಗಳು ಹಣದ ಆಸೆಗಾಗಿ ವಾಟ್ಸಾಪ್ ಮತ್ತು ಟೆಲಿಗ್ರಾಮ್ ಸೇರಿದಂತೆ ಸಾಮಾಜಿಕ ಜಾಲತಾಣ ಮೂಲಕ ಪ್ರಶ್ನೆಪತ್ರಿಕೆ ಸೋರಿಕೆ ಮಾಡಿರುವುದು ಪೊಲೀಸರ ತನಿಖೆಯಲ್ಲಿ ಬಯಲಾಗಿದೆ. ನಾಗರಬಾವಿ ಸಾರ್ವಜನಿಕ ಕಾನೂನು ವಿಶ್ವವಿದ್ಯಾಲಯದಿಂದ ಸೆನ್ ಪೊಲೀಸ್ ಠಾಣೆಗೆ ದೂರು ನೀಡಲಾಗಿತ್ತು ಎಂದು ಪೊಲೀಸರು ತಿಳಿಸಿದ್ದಾರೆ.: [262, 988, 514, 1135]
tender-email: E-mail: itstaff_ulb_gundlupet@yahoo.com: [1012, 1711, 1247, 1725]
masthead-date: [1339, 8, 1461, 55]
column-divider: [518, 875, 520, 1347]
tender-cell-no: 8: [762, 2154, 791, 2189]
tender-cell-amount: 7.79: [1189, 2104, 1277, 2154]
column-divider: [1135, 72, 1136, 865]
tender-row: [762, 2033, 1499, 2068]
page-number: 2: [14, 6, 47, 61]
left-story-photo: [9, 132, 277, 290]
tender-cell-no: 5.: [762, 2033, 791, 2068]
lokayukta-body: ಒಟ್ಟು 1,48,104 ಚದರ ಅಡಿ ಜಾಗದ ಬದಲಿಗೆ ಮುಡಾ 2021ರಲ್ಲಿ ಪಾರ್ವತಿ ಅವರಿಗೆ ಮೈಸೂರಿನ ವಿಜಯನಗರ ಬಡಾವಣೆಯಲ್ಲಿ 38,284 ಚದರ ಅಡಿ ನಿವೇಶನ ನೀಡಿತ್ತು.: [372, 1684, 734, 1744]
tender-cell-emd: 39900/-: [1277, 2033, 1365, 2068]
tender-ref: ಪು.ಗು/ಕೆ.ಆ/15ನೇ ಹ.ಕಾ/ಡಿ.ಎ.ಐ/ಎಸ್.ಎಫ್.ಸಿ/ಟೆಂಡರ್/01/2024-25.: [761, 1748, 1041, 1761]
grihalakshmi-body: ನಮ್ಮ ಲುಪ ಪಂಗಡಗಳು ಹಿಂದೂ ಸಾವರ, ಹಿಂದೂ ಬಣಜಗ ಹಾಗೂ ಇತರೆ ಕಲ್ಯಾಣಯೋಜನೆ 1 ಎಂದು ಒಳಗಿದ್ದಾರೆ. ಜಾತಿಗಣತಿ ಕುರಿತ ವರದಿ ನೋಡಿಲ್ಲ, ನೋಡಿದ ಬಳಿಕ ಮಾತನಾಡುತ್ತೇನೆ ಎಂದು ಹೇಳಿದರು. ರಾಜ್ಯದಲ್ಲಿ ಗುತ್ತಿಗೆದಾರರ ಬಾಕಿ ಹಣ ವಿಚಾರವಾಗಿ ಮಾತನಾಡಿ, ಬಿಜೆಪಿ ಅವಧಿಯಲ್ಲಿ ಎನ್‌ಡಿಎ ಕಾಮಗಾರಿ ಕೈಗೆತ್ತಿಕೊಂಡರು. ಬಳಿಕ ಟೆಂಡರ್ ಕರೆದು ಕೆಲಸ ಕೊಡಲಾಯಿತು. ನಮ್ಮ ಸರ್ಕಾರ ಬಂದಾಗ ಇದ್ದರೆ ಅನುದಾನ ಹಂಚಿಕೆ ಮಾಡಿ ಟೆಂಡರ್ ಕರೆದಿದ್ದೇವೆ ಎಂದರು.: [9, 1445, 364, 1570]
diwali-body: ನೀಡಿದ್ದ ಉಚಿತ ಯೋಜನೆಗಳಿಂದ ಕಳೆದ ಎರಡು ವರ್ಷಗಳಲ್ಲಿ ರಾಜ್ಯದ ಜನರು ದೊಡ್ಡ ಬೆಲೆ ತೆತ್ತಿದ್ದಾರೆ. ಬೆಲೆ ಏರಿಕೆ ಮೂಲಕ ಸರ್ಕಾರ ಒಂದು ಕೈಯಲ್ಲಿ ಕೊಟ್ಟು ಇನ್ನೊಂದು ಕೈಯಲ್ಲಿ ಕಿತ್ತುಕೊಳ್ಳುತ್ತಿದೆ. ಅಶ್ವ ಮಾರ್ಗಸೂಚಿ ಮೌಲ್ಯ ಶೇ.30 ರಷ್ಟು, ಅಶ್ವ ನೋಂದಣಿ ಶುಲ್ಕ ಶೇ.600ರಷ್ಟು, ಮೆಟ್ರೋ ಪ್ರಯಾಣ ದರ ಶೇ. 50 ಹಾಗೂ ಹಾಲಿನ ಬೆಲೆ ಶೇ.15ರಷ್ಟು ಏರಿಕೆಯಾಗಿದೆ. ವಾಹನ ನೋಂದಣಿ ಶುಲ್ಕ ಶೇ.10, ಅಂತ್ಯ ಸೇವಾ ಶುಲ್ಕಗಳು ಶೇ.5, ಸರ್ಕಾರಿ ಕಾಲೇಜು ಶುಲ್ಕಗಳು ಶೇ. 10, ಬೆಂಗಳೂರು ಮೆಟ್ರೋ ದರಗಳು ಶೇ. 50, ಎಲೆಕ್ಟ್ರಿಕ್ ವಾಹನ ತೆರಿಗೆ ಶೇ. 10, ವಿದ್ಯುತ್ ದರ ಶೇ 14.5, ನೀರಿನ ತೆರಿಗೆ ಶೇ 30, ಆಸ್ತಿ ತೆರಿಗೆ ಶೇ 25, ಡೀಸೆಲ್ ಬೆಲೆ ಶೇ 60, ಪೆಟ್ರೋಲ್ ಬೆಲೆ ಶೇ 45, ಬಸ್ ದರ ಶೇ 15, ಜನನ ಮತ್ತು ಮರಣ ಪ್ರಮಾಣ ಪತ್ರಗಳು ಶುಲ್ಕ ಶೇ 1000ರಷ್ಟು ಏರಿಕೆ ಆಗಿದೆ ಎಂದು ಹೇಳಿದರು. ಮೆಟ್ರೋ ಪ್ರಯಾಣ ದರ ಶೇ.50 ರಷ್ಟು ಏರಿಕೆ ಮಾಡಿದರೂ ನಮ್ಮ ಸರ್ಕಾರ 7,000 ಕೋಟಿ ನೀಡಬೇಕಿದ್ದು ಇನ್ನೂ ಕೊಟ್ಟಿಲ್ಲ. ಸಾರಿಗೆ ಸಂಸ್ಥೆ ಮತ್ತು ಸ್ಥಿತಿ ಕುಸಿದಿದೆ ಎಂದು ವಿಜಯೇಂದ್ರ ಆರೋಪಿಸಿದರು.: [526, 917, 818, 1241]
tender-cell-no: 7.: [762, 2104, 791, 2154]
label-news: ಸುದ್ದಿ: [1141, 72, 1193, 106]
tender-website: Website: www.gundlupettown.mrc.gov.in: [1017, 1694, 1243, 1707]
masthead-day: ಗುರುವಾರ: [1339, 10, 1393, 29]
tender-cell-work: Supply and install Gym equipment to 23rd ward park DMA/2024-25/OW/ WORK_INDENT-30968: [791, 1926, 1189, 1962]
tender-cell-amount: 8.00: [1189, 1891, 1277, 1926]
quote-text: ಸೆಸ್ಕ್ ಕಂದಾಯದ ಕೊರತೆ ಕ್ರಮವಾಗಿ 2025-26ನೇ ಸಾಲಿನಲ್ಲಿ 609.56 ಕೋಟಿ ರೂ., 2026-27ನೇ ಸಾಲಿನಲ್ಲಿ 970.30 ಕೋಟಿ ರೂ. ಹಾಗೂ 2027-28ನೇ ಸಾಲಿನಲ್ಲಿ 1214.15 ಕೋಟಿ ರೂ. ಆಗಲಿದೆ. ಈ ಕೊರತೆ ಭರಿಸಲು ಪ್ರತಿ ಯೂನಿಟ್‌ಗೆ 0.68, 1.03 ಹಾಗೂ 1.23 ಪೈಸೆ ಹೆಚ್ಚಳ ಮಾಡಬೇಕು.: [292, 2029, 474, 2150]
left-story: [9, 72, 277, 760]
tender-col-header: ಗುತ್ತಿಗೆದಾರರ ದರ್ಜೆ/ ವರ್ಗೀಕರಣ: [1365, 1841, 1498, 1872]
tender-cell-work: Asphalting and Drain work at New SWM Land Fill site. (Call-2) DMA/2024-25/OW/WORK_INDENT-30478 (Reserved for ST): [791, 1997, 1189, 2033]
tender-col-header: ಅಂದಾಜು ಮೊತ್ತ (ಲಕ್ಷಗಳಲ್ಲಿ): [1189, 1841, 1277, 1872]
right-story3-text: ಮೈಸೂರು: ನಗರಸಭೆಯ ಸಮುದಾಯ ಸಂಘಟನಾಧಿಕಾರಿಯಾಗಿ ಶೈಲಾ ಕೆಲ ದಿನಗಳಿಂದ ಅನಾರೋಗ್ಯದ ಬಳಲಿದ್ದರು. ಮೈಸೂರಿನಲ್ಲಿ ಚಿಕಿತ್ಸೆ ಫಲಕಾರಿಯಾಗದೆ ಕೊನೆಯುಸಿರು ಎಳೆದರು. ವಿರಾಜಪೇಟೆ ಪುರಸಭೆ, ನಾಗಮಂಗಲ ಪುರಸಭೆಯಲ್ಲಿಯೂ ಕಾರ್ಯನಿರ್ವಹಿಸಿದ್ದರು. ಜಿಲ್ಲಾಧಿಕಾರಿ ಕಛೇರಿಯ ಡಿಯುಡಿಸಿ ವಿಭಾಗದಲ್ಲಿಯೂ ಶೈಲಾ ಕಾರ್ಯನಿರ್ವಹಿಸಿದ್ದರು.: [1141, 1153, 1377, 1301]
tender-rows: [762, 1891, 1499, 2189]
tender-footer: ವಾರ್ತಾ ಮತ್ತು ಸಾರ್ವಜನಿಕ ಸಂಪರ್ಕ ಇಲಾಖೆ/ವಿ.ಸಂ/84/2024-25: [761, 2232, 958, 2242]
right-story2-photo: [1141, 810, 1508, 928]
tender-header-row: [762, 1841, 1499, 1872]
tender-deadline: ಟೆಂಡರ್ ಸಲ್ಲಿಸುವ ಕೊನೆಯ ದಿನಾಂಕ: 05.03.2025 ರ ಸಂಜೆ 5.30ಗಂಟೆವರೆಗೆ: [964, 2196, 1295, 2210]
continued-label-2: ಮೊದಲನೇ ಪುಟದಿಂದ...: [9, 1363, 229, 1395]
tender-date: ದಿನಾಂಕ: 17.02.2025: [1401, 1748, 1499, 1761]
right-story3-headline: ಮಡಿಕೇರಿ ನಗರಸಭೆಯ ಅಧಿಕಾರಿ ಎಂ ಸಿ ಶೈಲಾ ಇನ್ನಿಲ್ಲ: [1147, 1066, 1502, 1136]
tender-cell-class: 4ನೇ ದರ್ಜೆ ಹಾಗೂ ಮೇಲ್ಪಟ್ಟು: [1365, 1891, 1498, 1926]
tender-cell-amount: 46.80: [1189, 1997, 1277, 2033]
lokayukta-headline: ಸಿಎಂಗೆ 'ಲೋಕಾ' ಕ್ಲೀನ್‌ಚಿಟ್: [443, 1646, 663, 1673]
divider: [1141, 678, 1508, 679]
tender-cell-emd: 10,000/-: [1277, 1926, 1365, 1962]
continued-story1-headline: ಗುಂಡು ತಗುಲಿ ಬಾಲಕ ಸಾವು:: [9, 904, 176, 924]
divider: [0, 868, 1136, 870]
tender-col-header: ಕ್ರ.ಸಂ: [762, 1841, 791, 1872]
tender-group-row: [762, 1872, 1499, 1891]
tender-cell-emd: 4000/-: [1277, 1962, 1365, 1997]
quote-author: ಜಿ. ಶೀಲಾ,: [429, 2229, 474, 2244]
tender-cell-emd: 46800/-: [1277, 1997, 1365, 2033]
tender-cell-class: 4ನೇ ದರ್ಜೆ ಹಾಗೂ ಮೇಲ್ಪಟ್ಟು: [1365, 1962, 1498, 1997]
electricity-body: ಕೊರತೆ ಭರಿಸಲು ಪ್ರತಿ ಯೂನಿಟ್‌ಗೆ 1.23 ರೂ.ನಷ್ಟು ದರ ಹೆಚ್ಚಿಸುವಂತೆ ಪ್ರಸ್ತಾವ ಸಲ್ಲಿಸಿ, ಇದಕ್ಕೆ ತಕ್ಷಣವೇ ಅನುಮತಿ ನೀಡಬೇಕು ಎಂದು ಮನವಿ ಮಾಡಿದರು. ಅಲ್ಲದೇ, '2026ರಲ್ಲಿ 8982.28, 2027ರಲ್ಲಿ 9398.14 ಹಾಗೂ 2028ರಲ್ಲಿ 9836.16 ಮಿಲಿಯನ್ ಯೂನಿಟ್‌ನಷ್ಟು ವಿದ್ಯುತ್ ಮಾರಾಟವಾಗುವ ನಿರೀಕ್ಷೆಯಿದ್ದು, ಪ್ರಸ್ತುತ ವಿದ್ಯುತ್ ದರದಲ್ಲಿ 2026ರಲ್ಲಿ 7551.01 ಕೋಟಿ ರೂ., 2027ಕ್ಕೆ 7919.82 ಕೋಟಿ ರೂ. ಹಾಗೂ 2028ರಲ್ಲಿ 8309.99 ಕೋಟಿ ರೂ. ಆದಾಯ ಸಂಗ್ರಹ ನಿರೀಕ್ಷಿಸಲಾಗಿದೆ. ಅದೇ ರೀತಿ ಕ್ರಮವಾಗಿ ವಿದ್ಯುತ್ ಖರೀದಿ ವೆಚ್ಚ 2026ರಲ್ಲಿ 6329.14, 2027ರಲ್ಲಿ 6671.16 ಹಾಗೂ 2028ರಲ್ಲಿ 7137.57 ಕೋಟಿ ರೂ. ಅಂದಾಜಿಸಲಾಗಿದೆ. ಕಾರ್ಯ ಮತ್ತು ನಿರ್ವಹಣಾ ವೆಚ್ಚಗಳು 2026ರಲ್ಲಿ 1234.1, 2027ರಲ್ಲಿ 1332.74 ಹಾಗೂ 2028ರಲ್ಲಿ 1404.7 ಕೋಟಿ ರೂ. ಆಗಲಿದೆ. ಅಲ್ಲದೇ ಸವಕಳಿ, ಬಡ್ಡಿ ಮತ್ತು ಹಣಕಾಸು ಶುಲ್ಕ ಮತ್ತಿತರ ವೆಚ್ಚ ಗಣನೆಗೆ ತೆಗೆದುಕೊಂಡರೆ 2026ಕ್ಕೆ ಒಟ್ಟು 8160.57 ಕೋಟಿ ರೂ., 2027ಕ್ಕೆ 8890.12 ಕೋಟಿ ರೂ. ಹಾಗೂ 2028ಕ್ಕೆ 9524.12 ಕೋಟಿ ರೂ. ಆಗಲಿದೆ' ಎಂದು ಪ್ರಸ್ತಾಪಿಸಿದ್ದರು.: [9, 1814, 244, 2270]
lead-headline: ಬಸವಣ್ಣ ಪುತ್ಥಳಿ ಸ್ಥಳಾಂತರಕ್ಕೆ ಒತ್ತಾಯ: [407, 76, 1016, 135]
continued-story1-body: ಅಲ್ಲದೆ ಸಿಂಗಲ್‌ಬ್ಯಾರೆಲ್ ಗನ್ ಲೋಡ್ ಮಾಡುವುದು ತೀರಿಯಿದ್ದ. ಬಳಿಕ ಅದು ಆಟಕ್ಕೆ ಗನ್ ಎಂದು ಭಾವಿಸಿ ಟ್ರಿಗರ್ ಒತ್ತಿದ್ದ. ಶಹಾಬ್ ಮತ್ತು ಲಿಹಾ ಅವರ ನಾಲ್ವರ ಮಕ್ಕಳ ಮೇಲೆ ಅಜಿಜಿಕ್ ಹೊಟ್ಟೆಗೆ ಗುಂಡು ತಗುಲಿ ಸಾವನ್ನಪ್ಪಿದ್ದ. ಕೋಣೆ ಸರ್ಕಾರಿ ಕೇಂದ್ರದಲ್ಲಿ ಲೋಡೆಡ್ ಗನ್ ಇಟ್ಟುಕೊಂಡಿದ್ದ ನರಸಿಂಹಮೂರ್ತಿ ನಿರ್ಲಕ್ಷ್ಯದಿಂದ ಸಾವು ಸಂಭವಿಸಿದೆ ಎಂದು ಪೊಲೀಸರು ತಿಳಿಸಿದ್ದಾರೆ.: [9, 963, 255, 1110]
tender-cell-no: 2.: [762, 1926, 791, 1962]
divider: [0, 1355, 1512, 1357]
tender-col-header: ಇ.ಎಂ.ಡಿ ಮೊತ್ತ (ರೂ.ಗಳಲ್ಲಿ): [1277, 1841, 1365, 1872]
right-story1-headline: ಸೌಹಾರ್ದತೆಯಿಂದ ಮಾತ್ರ ಶಾಂತಿ ಕಾಣಲು ಸಾಧ್ಯ: ಸುಹೇಬ್ ಫೈಜಿ: [1159, 113, 1490, 169]
tender-cell-no: 4.: [762, 1997, 791, 2033]
tender-row: [762, 2068, 1499, 2104]
ashok-body: ಜನರು ಕೇಳಿಯೂ ಇರಲಿಲ್ಲ, ಕಾಂಗ್ರೆಸ್ ಪಕ್ಷ ಅಧಿಕಾರದ ಆಸೆಗಾಗಿ ಬೇಕಾಬಿಟ್ಟಿ ಗ್ಯಾರಂಟಿ ಯೋಜನೆಗಳನ್ನು ಘೋಷಣೆ ಮಾಡಿ ಈಗ ಮತದಾರರ ಬಗ್ಗೆ ಕೀಳಾಗಿ ಯಾಕೆ ಮಾತನಾಡುತ್ತೀರಿ? ನಿಮ್ಮ ಕೈಲಾಗದೆ ಇದ್ದರೆ ಗ್ಯಾರಂಟಿ ಯೋಜನೆಗಳನ್ನು ಗೌರವದಿಂದ ಬಿಟ್ಟುಬಿಡಿ ಎಂದು ವಾಗ್ದಾಳಿ ನಡೆಸಿದರು. ಕಾಂಗ್ರೆಸ್ ಕೊಟ್ಟ ಎಲ್ಲ ಗ್ಯಾರಂಟಿ ಯೋಜನೆಗಳು ಜನರಿಗೆ ತಲುಪುತ್ತಿಲ್ಲ.: [752, 1431, 1161, 1512]
lead-col-3: ಅದರ ಜಿಲ್ಲಾಡಳಿತ ಪುತ್ಥಳಿಯನ್ನು ಸ್ಥಳಾಂತರ ಮಾಡದೆ ಹೈಕೋರ್ಟ್ ಆದೇಶವನ್ನು ಉಲ್ಲಂಘಿಸಿ ಮಾಡಿದೆ ಎಂದು ಆಕ್ರೋಶ ವ್ಯಕ್ತಪಡಿಸಿದರು. ಪುತ್ಥಳಿ ನಿರ್ಮಾಣಕ್ಕೆ ವಿಚಾರದಲ್ಲಿ ಕಾನೂನು ಉಲ್ಲಂಘನೆ ಮಾಡಿರುವ ಜಿಲ್ಲಾಧಿಕಾರಿ ಗೀತಾ ಹುಡೇದ, ನಿರ್ಮಿತಿ ಕೇಂದ್ರದ ಯೋಜನಾ ನಿರ್ದೇಶಕ ಮಂಜುನಾಥ, ಸಹಾಯಕ ಕಾರ್ಯಪಾಲಕ ಅಭಿಯಂತರ ವೃಷಭೇಂದ್ರಪ್ಪ ಅವರನ್ನು ಸರ್ಕಾರ ಸೇವೆಯಿಂದ ಅಮಾನತುಗೊಳಿಸಬೇಕು ಎಂದು ಒತ್ತಾಯಿಸಿದರು. ಪ್ರತಿಭಟನಾಕಾರರು ಜಿಲ್ಲಾಧಿಕಾರಿ ಕಚೇರಿ ಮುತ್ತಿಗೆ ಹಾಕಲು ಯತ್ನಿಸಿದರು. ಮುತ್ತಿಗೆ ಹಾಕುವ ವಿಚಾರವನ್ನು ಅರಿತಿದ್ದ ಪೊಲೀಸರು ಜಿಲ್ಲಾಡಳಿತ ಭವನದ ಮುಖ್ಯದ್ವಾರದಲ್ಲಿಯೇ ಪ್ರತಿಭಟನಾಕಾರರನ್ನು ತಡೆದರು. ಇದರಿಂದ ಪ್ರತಿಭಟನಾಕಾರರು ಅಲ್ಲಿಯೇ ಕುಳಿತು ಪ್ರತಿಭಟನೆ ನಡೆಸಿದರು. ಸ್ಥಳಕ್ಕೆ ಜಿಲ್ಲಾಧಿಕಾರಿ ಆಗಮಿಸಬೇಕು ಎಂದು ಪಟ್ಟುಹಿಡಿದರು. ಪ್ರತಿಭಟನಾಕಾರರ ಮನವಿ ಸ್ವೀಕರಿಸಿದರು. ಪ್ರತಿಭಟನೆಯ ನೇತೃತ್ವವನ್ನು ಸಮಿತಿ ಪದಾಧಿಕಾರಿಗಳು ವಹಿಸಿದ್ದರು. ಕರಿಯ, ಹೊನ್ನೂರು ಬಸವಣ್ಣ, ನಾಗೇಶ್ ಭೋಗಾಪುರ, ಸೋಮಸುಂದರ್, ರಂಗಸ್ವಾಮಿ, ಕಂದಹಳ್ಳಿ ಮಹೇಶ್ ಸೇರಿದಂತೆ ಇತರರು ಇದ್ದರು.: [574, 542, 1125, 734]
tender-ref-row: [761, 1746, 1499, 1763]
obituary-portrait: [1387, 1152, 1505, 1284]
column-divider: [281, 72, 283, 865]
quote-box: [252, 2017, 482, 2285]
left-story-dateline: ತಿ.ನರಸೀಪುರ:: [9, 298, 69, 313]
tender-row: [762, 1891, 1499, 1926]
